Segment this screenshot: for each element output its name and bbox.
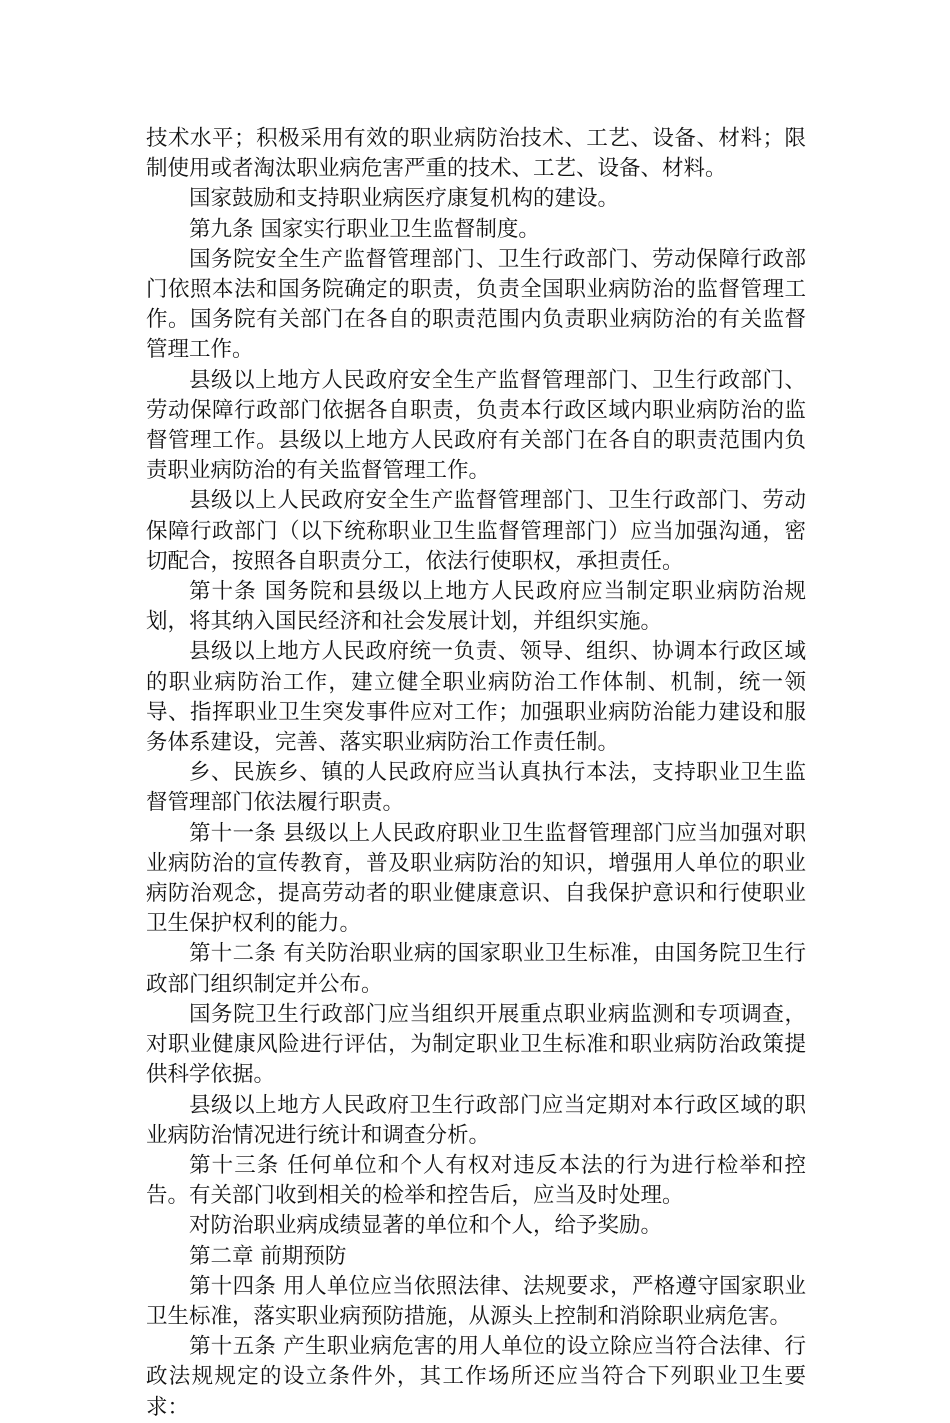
article-9-heading: 第九条 国家实行职业卫生监督制度。 [189, 216, 540, 242]
article-15: 第十五条 产生职业病危害的用人单位的设立除应当符合法律、行政法规规定的设立条件外，其工作场所还应当符合下列职业卫生要求： [146, 1334, 806, 1420]
article-10: 第十条 国务院和县级以上地方人民政府应当制定职业病防治规划，将其纳入国民经济和社会发展计划，并组织实施。 [146, 579, 806, 635]
chapter-2-heading: 第二章 前期预防 [189, 1243, 347, 1269]
paragraph: 县级以上地方人民政府安全生产监督管理部门、卫生行政部门、劳动保障行政部门依据各自职责，负责本行政区域内职业病防治的监督管理工作。县级以上地方人民政府有关部门在各自的职责范围内负责职业病防治的有关监督管理工作。 [146, 367, 806, 484]
paragraph-continuation: 技术水平；积极采用有效的职业病防治技术、工艺、设备、材料；限制使用或者淘汰职业病危害严重的技术、工艺、设备、材料。 [146, 126, 806, 182]
article-12: 第十二条 有关防治职业病的国家职业卫生标准，由国务院卫生行政部门组织制定并公布。 [146, 941, 806, 997]
article-14: 第十四条 用人单位应当依照法律、法规要求，严格遵守国家职业卫生标准，落实职业病预防措施，从源头上控制和消除职业病危害。 [146, 1273, 806, 1329]
paragraph: 县级以上人民政府安全生产监督管理部门、卫生行政部门、劳动保障行政部门（以下统称职业卫生监督管理部门）应当加强沟通，密切配合，按照各自职责分工，依法行使职权，承担责任。 [146, 488, 806, 574]
paragraph: 国务院安全生产监督管理部门、卫生行政部门、劳动保障行政部门依照本法和国务院确定的职责，负责全国职业病防治的监督管理工作。国务院有关部门在各自的职责范围内负责职业病防治的有关监督管理工作。 [146, 246, 806, 363]
paragraph: 乡、民族乡、镇的人民政府应当认真执行本法，支持职业卫生监督管理部门依法履行职责。 [146, 760, 806, 816]
paragraph: 国务院卫生行政部门应当组织开展重点职业病监测和专项调查，对职业健康风险进行评估，为制定职业卫生标准和职业病防治政策提供科学依据。 [146, 1001, 806, 1088]
article-13: 第十三条 任何单位和个人有权对违反本法的行为进行检举和控告。有关部门收到相关的检举和控告后，应当及时处理。 [146, 1152, 806, 1209]
document-page [146, 124, 806, 1423]
article-11: 第十一条 县级以上人民政府职业卫生监督管理部门应当加强对职业病防治的宣传教育，普及职业病防治的知识，增强用人单位的职业病防治观念，提高劳动者的职业健康意识、自我保护意识和行使职业卫生保护权利的能力。 [146, 820, 806, 937]
paragraph: 对防治职业病成绩显著的单位和个人，给予奖励。 [189, 1213, 663, 1239]
paragraph: 县级以上地方人民政府卫生行政部门应当定期对本行政区域的职业病防治情况进行统计和调查分析。 [146, 1092, 806, 1148]
paragraph: 国家鼓励和支持职业病医疗康复机构的建设。 [189, 186, 620, 212]
paragraph: 县级以上地方人民政府统一负责、领导、组织、协调本行政区域的职业病防治工作，建立健全职业病防治工作体制、机制，统一领导、指挥职业卫生突发事件应对工作；加强职业病防治能力建设和服务体系建设，完善、落实职业病防治工作责任制。 [146, 639, 806, 756]
